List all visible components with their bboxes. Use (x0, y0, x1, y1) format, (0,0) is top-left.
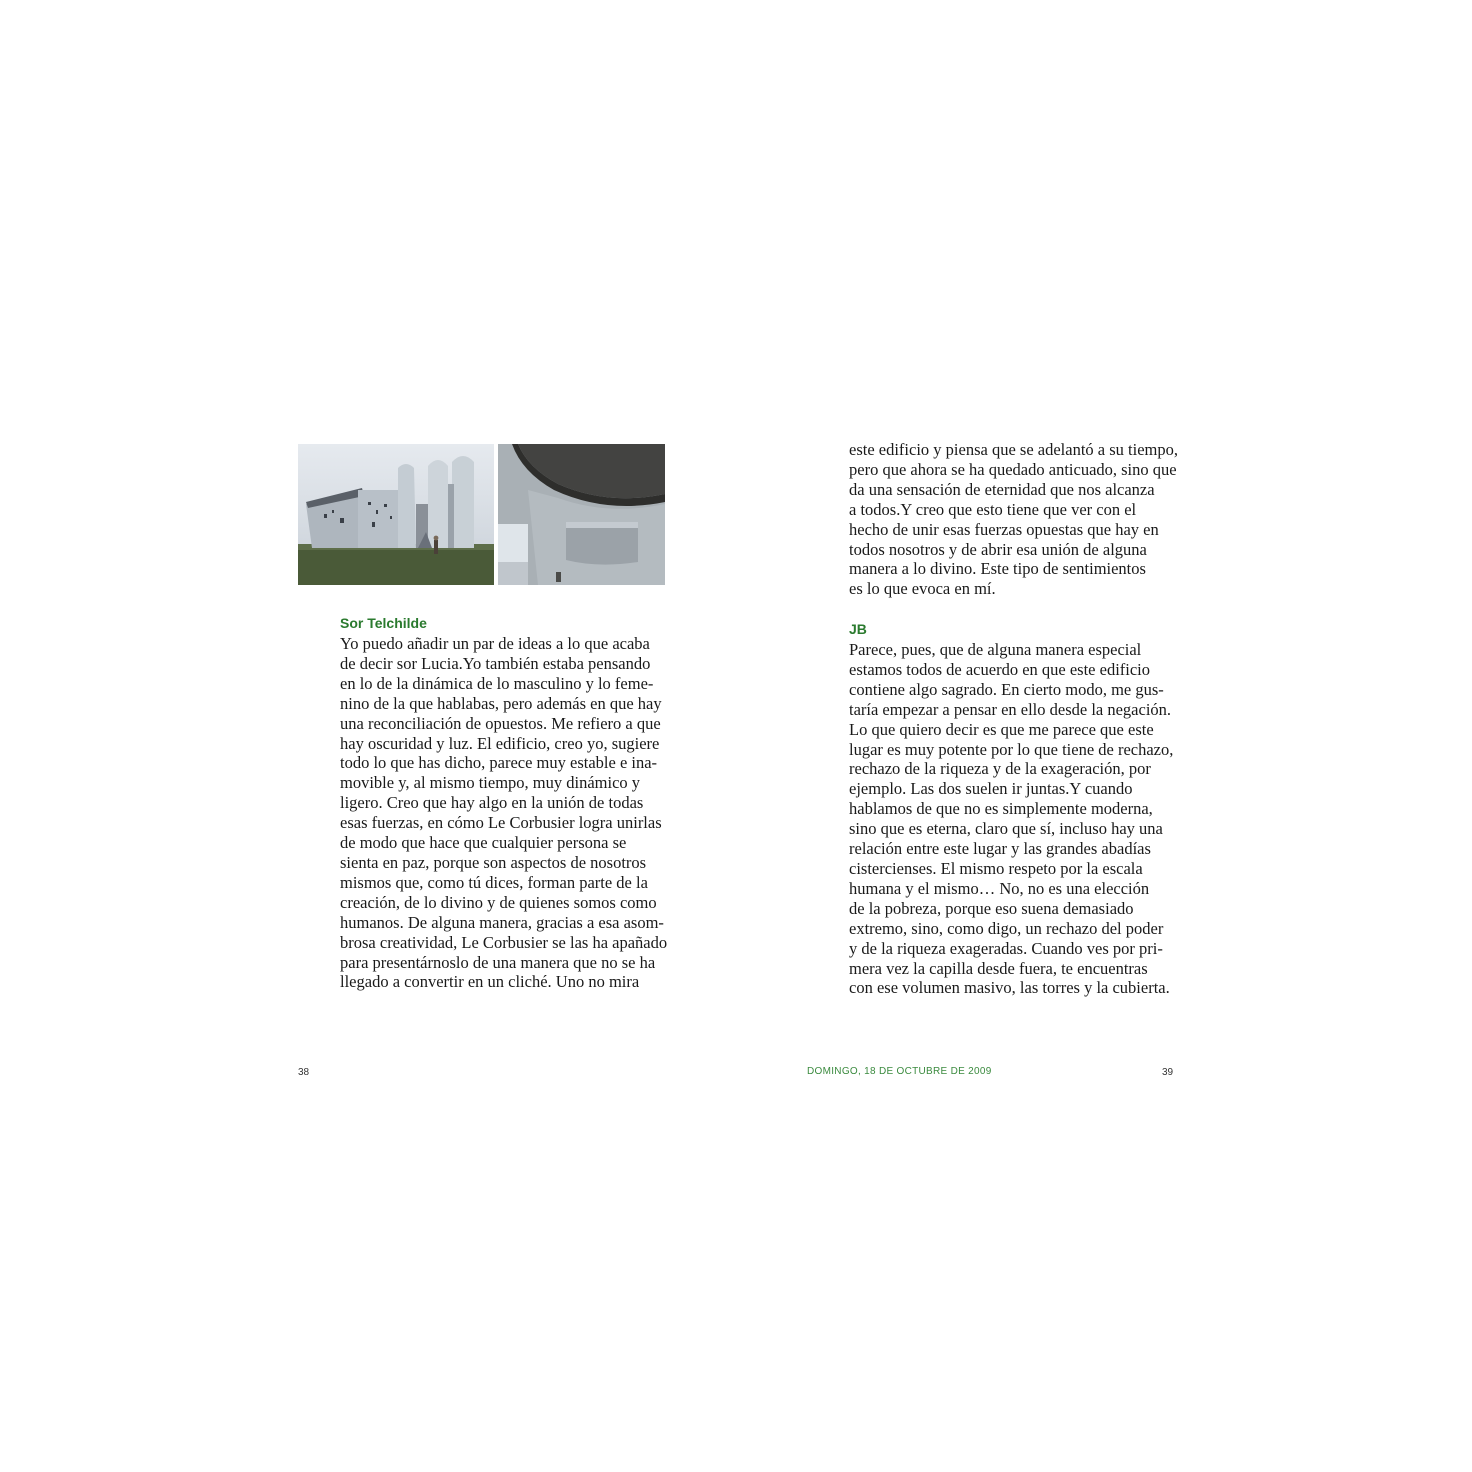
running-head: DOMINGO, 18 DE OCTUBRE DE 2009 (807, 1066, 992, 1077)
text-line: Yo puedo añadir un par de ideas a lo que acaba (340, 634, 650, 653)
chapel-exterior-photo (298, 444, 494, 585)
page-number-left: 38 (298, 1067, 310, 1078)
text-line: ligero. Creo que hay algo en la unión de todas (340, 793, 644, 813)
text-line: humanos. De alguna manera, gracias a esa asom- (340, 912, 664, 932)
text-line: Lo que quiero decir es que me parece que este (849, 719, 1154, 739)
text-line: relación entre este lugar y las grandes abadías (849, 839, 1151, 859)
text-line: de la pobreza, porque eso suena demasiado (849, 898, 1134, 918)
text-line: hecho de unir esas fuerzas opuestas que hay en (849, 519, 1159, 539)
text-line: lugar es muy potente por lo que tiene de rechazo, (849, 739, 1174, 759)
left-body-text (340, 634, 666, 992)
text-line: hay oscuridad y luz. El edificio, creo yo, sugiere (340, 733, 660, 753)
text-line: da una sensación de eternidad que nos alcanza (849, 479, 1155, 499)
page-number-right: 39 (1162, 1067, 1174, 1078)
text-line: creación, de lo divino y de quienes somos como (340, 892, 657, 912)
text-line: movible y, al mismo tiempo, muy dinámico y (340, 773, 641, 793)
text-line: de modo que hace que cualquier persona se (340, 833, 627, 853)
text-line: contiene algo sagrado. En cierto modo, me gus- (849, 679, 1164, 699)
text-line: este edificio y piensa que se adelantó a su tiempo, (849, 440, 1178, 459)
text-line: brosa creatividad, Le Corbusier se las ha apañado (340, 932, 668, 952)
text-line: todos nosotros y de abrir esa unión de alguna (849, 539, 1147, 559)
text-line: sino que es eterna, claro que sí, incluso hay una (849, 819, 1163, 839)
chapel-roof-detail-photo (498, 444, 665, 585)
text-line: ejemplo. Las dos suelen ir juntas.Y cuando (849, 779, 1133, 799)
text-line: esas fuerzas, en cómo Le Corbusier logra unirlas (340, 813, 662, 833)
text-line: extremo, sino, como digo, un rechazo del poder (849, 918, 1164, 938)
text-line: sienta en paz, porque son aspectos de nosotros (340, 852, 647, 872)
text-line: cistercienses. El mismo respeto por la escala (849, 858, 1143, 878)
text-line: a todos.Y creo que esto tiene que ver con el (849, 499, 1137, 519)
text-line: taría empezar a pensar en ello desde la negación. (849, 699, 1172, 719)
text-line: mismos que, como tú dices, forman parte de la (340, 872, 648, 892)
text-line: estamos todos de acuerdo en que este edificio (849, 659, 1151, 679)
text-line: nino de la que hablabas, pero además en que hay (340, 693, 662, 713)
speaker-name: Sor Telchilde (340, 615, 427, 631)
text-line: rechazo de la riqueza y de la exageración, por (849, 759, 1151, 779)
text-line: pero que ahora se ha quedado anticuado, sino que (849, 459, 1177, 479)
text-line: y de la riqueza exageradas. Cuando ves por pri- (849, 938, 1163, 958)
text-line: llegado a convertir en un cliché. Uno no mira (340, 972, 640, 992)
text-line: manera a lo divino. Este tipo de sentimientos (849, 559, 1146, 579)
text-line: de decir sor Lucia.Yo también estaba pensando (340, 653, 651, 673)
text-line: con ese volumen masivo, las torres y la cubierta. (849, 978, 1170, 998)
right-body-text-top (849, 440, 1178, 599)
text-line: hablamos de que no es simplemente moderna, (849, 799, 1153, 819)
text-line: Parece, pues, que de alguna manera especial (849, 640, 1142, 659)
text-line: mera vez la capilla desde fuera, te encuentras (849, 958, 1148, 978)
right-body-text (849, 640, 1175, 998)
text-line: una reconciliación de opuestos. Me refiero a que (340, 713, 661, 733)
text-line: es lo que evoca en mí. (849, 579, 996, 599)
text-line: todo lo que has dicho, parece muy estable e ina- (340, 753, 658, 773)
text-line: humana y el mismo… No, no es una elección (849, 878, 1150, 898)
text-line: para presentárnoslo de una manera que no se ha (340, 952, 656, 972)
text-line: en lo de la dinámica de lo masculino y lo feme- (340, 673, 654, 693)
speaker-name: JB (849, 621, 867, 637)
